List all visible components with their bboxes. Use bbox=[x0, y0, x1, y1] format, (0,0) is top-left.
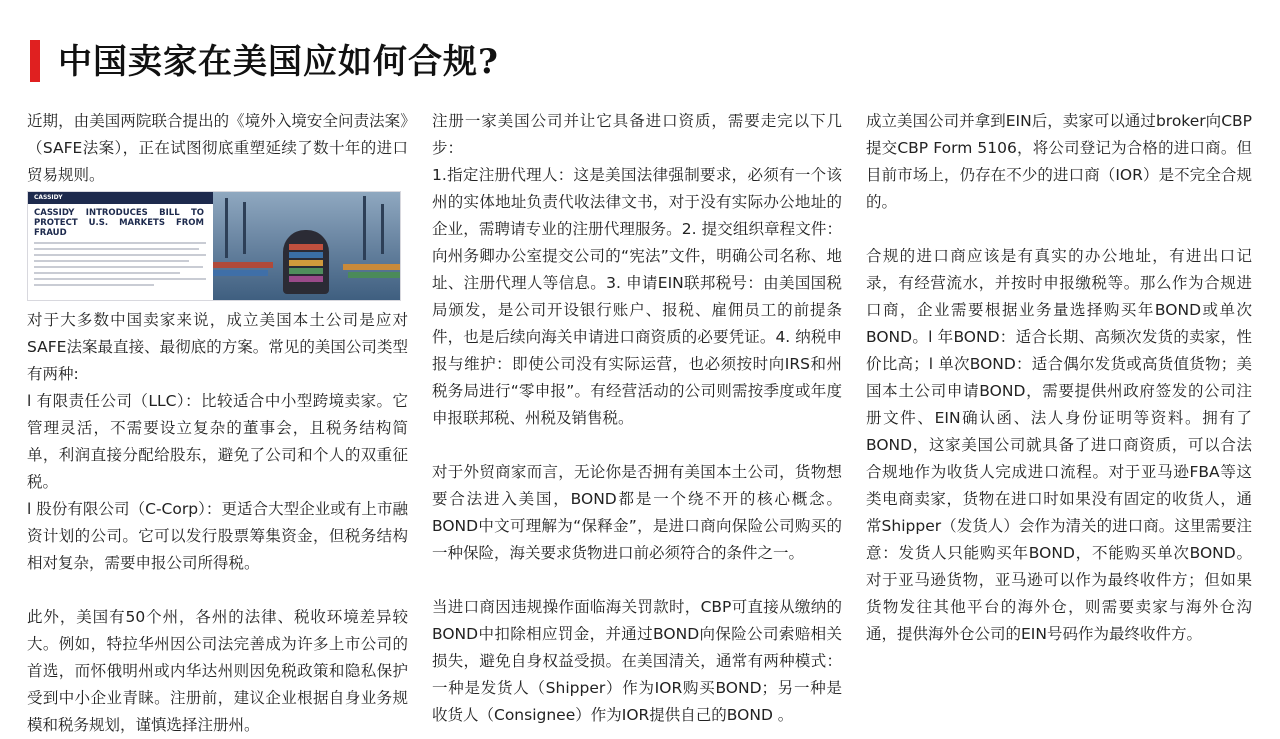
cargo-ship bbox=[283, 230, 329, 294]
paragraph: 近期，由美国两院联合提出的《境外入境安全问责法案》（SAFE法案），正在试图彻底重塑延续了数十年的进口贸易规则。 bbox=[27, 112, 408, 184]
title-accent-bar bbox=[30, 40, 40, 82]
page-title: 中国卖家在美国应如何合规? bbox=[58, 42, 499, 82]
paragraph: 当进口商因违规操作面临海关罚款时，CBP可直接从缴纳的BOND中扣除相应罚金，并通过BOND向保险公司索赔相关损失，避免自身权益受损。在美国清关，通常有两种模式：一种是发货人（Shipper）作为IOR购买BOND；另一种是收货人（Consignee）作为IOR提供自己的BOND 。 bbox=[432, 598, 842, 724]
paragraph: 此外，美国有50个州，各州的法律、税收环境差异较大。例如，特拉华州因公司法完善成为许多上市公司的首选，而怀俄明州或内华达州则因免税政策和隐私保护受到中小企业青睐。注册前，建议企业根据自身业务规模和税务规划，谨慎选择注册州。 bbox=[27, 608, 408, 734]
paragraph: 注册一家美国公司并让它具备进口资质，需要走完以下几步： bbox=[432, 112, 842, 157]
column-2 bbox=[432, 108, 842, 724]
news-screenshot-image bbox=[27, 191, 401, 301]
paragraph: 合规的进口商应该是有真实的办公地址，有进出口记录，有经营流水，并按时申报缴税等。那么作为合规进口商，企业需要根据业务量选择购买年BOND或单次BOND。l 年BOND：适合长期、高频次发货的卖家，性价比高；l 单次BOND：适合偶尔发货或高货值货物；美国本土公司申请BOND，需要提供州政府签发的公司注册文件、EIN确认函、法人身份证明等资料。拥有了BOND，这家美国公司就具备了进口商资质，可以合法合规地作为收货人完成进口流程。对于亚马逊FBA等这类电商卖家，货物在进口时如果没有固定的收货人，通常Shipper（发货人）会作为清关的进口商。这里需要注意：发货人只能购买年BOND，不能购买单次BOND。对于亚马逊货物，亚马逊可以作为最终收件方；但如果货物发往其他平台的海外仓，则需要卖家与海外仓沟通，提供海外仓公司的EIN号码作为最终收件方。 bbox=[866, 247, 1252, 643]
list-item-llc: l 有限责任公司（LLC）：比较适合中小型跨境卖家。它管理灵活，不需要设立复杂的董事会，且税务结构简单，利润直接分配给股东，避免了公司和个人的双重征税。 bbox=[27, 392, 408, 491]
press-release-headline: CASSIDY INTRODUCES BILL TO PROTECT U.S. MARKETS FROM FRAUD bbox=[34, 208, 204, 238]
press-release-panel bbox=[28, 192, 213, 300]
paragraph: 1.指定注册代理人：这是美国法律强制要求，必须有一个该州的实体地址负责代收法律文书，对于没有实际办公地址的企业，需聘请专业的注册代理服务。2. 提交组织章程文件：向州务卿办公室提交公司的“宪法”文件，明确公司名称、地址、注册代理人等信息。3. 申请EIN联邦税号：由美国国税局颁发，是公司开设银行账户、报税、雇佣员工的前提条件，也是后续向海关申请进口商资质的必要凭证。4. 纳税申报与维护：即使公司没有实际运营，也必须按时向IRS和州税务局进行“零申报”。有经营活动的公司则需按季度或年度申报联邦税、州税及销售税。 bbox=[432, 166, 842, 427]
container-port-photo bbox=[213, 192, 400, 300]
paragraph: 对于大多数中国卖家来说，成立美国本土公司是应对SAFE法案最直接、最彻底的方案。常见的美国公司类型有两种: bbox=[27, 311, 408, 383]
press-release-body bbox=[34, 242, 206, 290]
list-item-c-corp: l 股份有限公司（C-Corp）：更适合大型企业或有上市融资计划的公司。它可以发行股票筹集资金，但税务结构相对复杂，需要申报公司所得税。 bbox=[27, 500, 408, 572]
paragraph: 成立美国公司并拿到EIN后，卖家可以通过broker向CBP提交CBP Form 5106，将公司登记为合格的进口商。但目前市场上，仍存在不少的进口商（IOR）是不完全合规的。 bbox=[866, 112, 1252, 211]
column-3 bbox=[866, 108, 1252, 720]
site-logo: CASSIDY bbox=[34, 194, 63, 201]
paragraph: 对于外贸商家而言，无论你是否拥有美国本土公司，货物想要合法进入美国，BOND都是一个绕不开的核心概念。BOND中文可理解为“保释金”，是进口商向保险公司购买的一种保险，海关要求货物进口前必须符合的条件之一。 bbox=[432, 463, 842, 562]
site-nav-bar bbox=[28, 192, 213, 204]
column-1 bbox=[27, 108, 408, 734]
